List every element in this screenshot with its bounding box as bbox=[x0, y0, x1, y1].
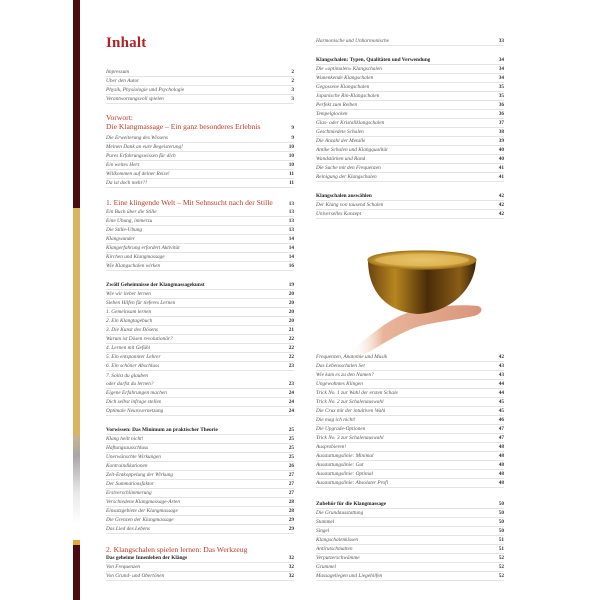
toc-entry[interactable]: Optimale Neurovernetzung 24 bbox=[106, 407, 294, 414]
toc-entry[interactable]: Wie wir lieber lernen 20 bbox=[106, 290, 294, 297]
toc-entry[interactable]: Unerwünschte Wirkungen 25 bbox=[106, 453, 294, 460]
toc-entry[interactable]: Stammel 50 bbox=[316, 518, 504, 525]
toc-entry[interactable]: Der Summationsfaktor 27 bbox=[106, 480, 294, 487]
toc-entry[interactable]: Perfekt zum Reiben 36 bbox=[316, 101, 504, 108]
toc-entry[interactable]: Kontraindikationen 26 bbox=[106, 462, 294, 469]
toc-entry[interactable]: Trick No. 3 zur Schalenauswahl 47 bbox=[316, 434, 504, 441]
page-title: Inhalt bbox=[106, 35, 147, 51]
toc-entry[interactable]: Sieben Hilfen für tieferes Lernen 20 bbox=[106, 299, 294, 306]
toc-entry[interactable]: Von Grund- und Obertönen 32 bbox=[106, 572, 294, 579]
toc-entry[interactable]: Ein Buch über die Stille 13 bbox=[106, 208, 294, 215]
edge-gold bbox=[73, 208, 80, 435]
toc-entry[interactable]: oder darfst du lernen? 23 bbox=[106, 380, 294, 387]
toc-entry[interactable]: Die Anzahl der Metalle 39 bbox=[316, 137, 504, 144]
toc-entry[interactable]: Von Frequenzen 32 bbox=[106, 563, 294, 570]
toc-section-heading[interactable]: Vorwissen: Das Minimum an praktischer Theorie 25 bbox=[106, 426, 294, 433]
toc-entry[interactable]: Eigene Erfahrungen machen 24 bbox=[106, 389, 294, 396]
toc-entry[interactable]: Da ist doch mehr?! 11 bbox=[106, 179, 294, 186]
toc-entry[interactable]: Reinigung der Klangschalen 41 bbox=[316, 173, 504, 180]
toc-entry[interactable]: Die Stille-Übung 13 bbox=[106, 226, 294, 233]
toc-entry[interactable]: Ausprobieren! 48 bbox=[316, 443, 504, 450]
edge-maroon-top bbox=[73, 0, 80, 208]
toc-entry[interactable]: Verantwortungsvoll spielen 3 bbox=[106, 95, 294, 102]
toc-entry[interactable]: Die Grundausstattung 50 bbox=[316, 509, 504, 516]
toc-entry[interactable]: 3. Die Kunst des Dösens 21 bbox=[106, 326, 294, 333]
toc-entry[interactable]: 5. Ein entspannter Lehrer 22 bbox=[106, 353, 294, 360]
toc-entry[interactable]: Über den Autor 2 bbox=[106, 77, 294, 84]
toc-entry[interactable]: Verputzerschwämme 52 bbox=[316, 554, 504, 561]
toc-entry[interactable]: Das Lebensschalen Set 43 bbox=[316, 362, 504, 369]
singing-bowl-hand-icon bbox=[340, 240, 490, 355]
toc-entry[interactable]: Singel 50 bbox=[316, 527, 504, 534]
toc-entry[interactable]: Ungewohntes Klingen 44 bbox=[316, 380, 504, 387]
toc-entry[interactable]: 4. Lernen mit Gefühl 22 bbox=[106, 344, 294, 351]
toc-entry[interactable]: Die Grenzen der Klangmassage 29 bbox=[106, 516, 294, 523]
toc-entry[interactable]: Willkommen auf deiner Reise! 11 bbox=[106, 170, 294, 177]
toc-entry[interactable]: Die Crux mit der intuitiven Wahl 45 bbox=[316, 407, 504, 414]
toc-entry[interactable]: Antirutschmatten 51 bbox=[316, 545, 504, 552]
toc-entry[interactable]: Tempelglocken 36 bbox=[316, 110, 504, 117]
toc-entry[interactable]: Haftungsausschluss 25 bbox=[106, 444, 294, 451]
toc-section-heading[interactable]: Klangschalen auswählen 42 bbox=[316, 192, 504, 199]
toc-entry[interactable]: Meinen Dank an eure Begeisterung! 10 bbox=[106, 143, 294, 150]
toc-entry[interactable]: Pures Erfahrungswissen für dich 10 bbox=[106, 152, 294, 159]
toc-entry[interactable]: Die »optimalen« Klangschalen 34 bbox=[316, 65, 504, 72]
toc-entry[interactable]: Die Erweiterung des Wissens 9 bbox=[106, 134, 294, 141]
toc-entry[interactable]: Wunenkende Klangschalen 34 bbox=[316, 74, 504, 81]
toc-entry[interactable]: Die mag ich nicht! 46 bbox=[316, 416, 504, 423]
toc-section-heading[interactable]: Das geheime Innenleben der Klänge 32 bbox=[106, 554, 294, 561]
toc-entry[interactable]: Klang heilt nicht! 25 bbox=[106, 435, 294, 442]
toc-entry[interactable]: Impressum 2 bbox=[106, 68, 294, 75]
toc-entry[interactable]: Ausstattungslinie: Gut 48 bbox=[316, 461, 504, 468]
toc-entry[interactable]: Klangerfahrung erfordert Aktivität 14 bbox=[106, 244, 294, 251]
toc-section-heading[interactable]: Klangschalen: Typen, Qualitäten und Verwendung 34 bbox=[316, 56, 504, 63]
toc-entry[interactable]: Warum ist Dösen revolutionär? 22 bbox=[106, 335, 294, 342]
toc-entry[interactable]: Einsatzgebiete der Klangmassage 28 bbox=[106, 507, 294, 514]
toc-entry[interactable]: Japanische Rin-Klangschalen 35 bbox=[316, 92, 504, 99]
singing-bowl-image bbox=[340, 240, 490, 355]
toc-entry[interactable]: Der Klang von tausend Schalen 42 bbox=[316, 201, 504, 208]
toc-entry[interactable]: Die Upgrade-Optionen 47 bbox=[316, 425, 504, 432]
toc-entry[interactable]: 2. Ein Klangtagebuch 20 bbox=[106, 317, 294, 324]
toc-entry[interactable]: Ausstattungslinie: Absoluter Profi 48 bbox=[316, 479, 504, 486]
toc-entry[interactable]: Klangwunder 14 bbox=[106, 235, 294, 242]
toc-entry[interactable]: Ein weites Herz 10 bbox=[106, 161, 294, 168]
toc-entry[interactable]: Ausstattungslinie: Optimal 48 bbox=[316, 470, 504, 477]
toc-entry[interactable]: Antike Schalen und Klangqualität 40 bbox=[316, 146, 504, 153]
toc-section-heading[interactable]: Zubehör für die Klangmassage 50 bbox=[316, 500, 504, 507]
toc-entry[interactable]: Wie kam es zu den Namen? 43 bbox=[316, 371, 504, 378]
section-heading-chapter-1[interactable]: 1. Eine klingende Welt – Mit Sehnsucht nach der Stille 13 bbox=[106, 198, 294, 207]
toc-entry[interactable]: Harmonische und Unharmonische 33 bbox=[316, 37, 504, 44]
page-edge-bar bbox=[73, 0, 80, 600]
toc-entry[interactable]: Zeit-Entkoppelung der Wirkung 27 bbox=[106, 471, 294, 478]
toc-entry[interactable]: Ausstattungslinie: Minimal 48 bbox=[316, 452, 504, 459]
toc-entry[interactable]: Wie Klangschalen wirken 16 bbox=[106, 262, 294, 269]
toc-entry[interactable]: Kirchen und Klangmassage 14 bbox=[106, 253, 294, 260]
toc-entry[interactable]: Universelles Konzept 42 bbox=[316, 210, 504, 217]
toc-section-heading[interactable]: Zwölf Geheimnisse der Klangmassagekunst 19 bbox=[106, 281, 294, 288]
toc-entry[interactable]: Glas- oder Kristallklangschalen 37 bbox=[316, 119, 504, 126]
toc-entry[interactable]: Die Suche mit den Frequenzen 41 bbox=[316, 164, 504, 171]
toc-entry[interactable]: Trick No. 2 zur Schalenauswahl 45 bbox=[316, 398, 504, 405]
toc-entry[interactable]: Geschmiedete Schalen 38 bbox=[316, 128, 504, 135]
toc-entry[interactable]: Physik, Physiologie und Psychologie 3 bbox=[106, 86, 294, 93]
toc-entry[interactable]: Eine Übung, immerzu 13 bbox=[106, 217, 294, 224]
toc-left-column bbox=[106, 0, 294, 600]
section-heading-vorwort[interactable]: Die Klangmassage – Ein ganz besonderes Erlebnis 9 bbox=[106, 122, 294, 131]
toc-entry[interactable]: Dich selbst infrage stellen 24 bbox=[106, 398, 294, 405]
section-kicker: Vorwort: bbox=[106, 113, 133, 122]
toc-entry[interactable]: Massageliegen und Liegehilfen 52 bbox=[316, 572, 504, 579]
toc-entry[interactable]: 7. Sollst du glauben bbox=[106, 372, 149, 379]
toc-entry[interactable]: Trick No. 1 zur Wahl der ersten Schale 44 bbox=[316, 389, 504, 396]
toc-entry[interactable]: Erstverschlimmerung 27 bbox=[106, 489, 294, 496]
section-heading-chapter-2[interactable]: 2. Klangschalen spielen lernen: Das Werkzeug bbox=[106, 545, 248, 554]
toc-entry[interactable]: Frequenzen, Anatomie und Musik 42 bbox=[316, 353, 504, 360]
edge-silver bbox=[73, 435, 80, 540]
edge-maroon-bottom bbox=[73, 545, 80, 600]
toc-entry[interactable]: Wandstärken und Rand 40 bbox=[316, 155, 504, 162]
toc-entry[interactable]: Klangschalenkissen 51 bbox=[316, 536, 504, 543]
toc-entry[interactable]: Grummel 52 bbox=[316, 563, 504, 570]
toc-entry[interactable]: 6. Ein schöner Abschluss 23 bbox=[106, 362, 294, 369]
toc-entry[interactable]: 1. Gemeinsam lernen 20 bbox=[106, 308, 294, 315]
toc-entry[interactable]: Verschiedene Klangmassage-Arten 28 bbox=[106, 498, 294, 505]
toc-entry[interactable]: Das Lied des Lebens 29 bbox=[106, 525, 294, 532]
toc-entry[interactable]: Gegossene Klangschalen 35 bbox=[316, 83, 504, 90]
